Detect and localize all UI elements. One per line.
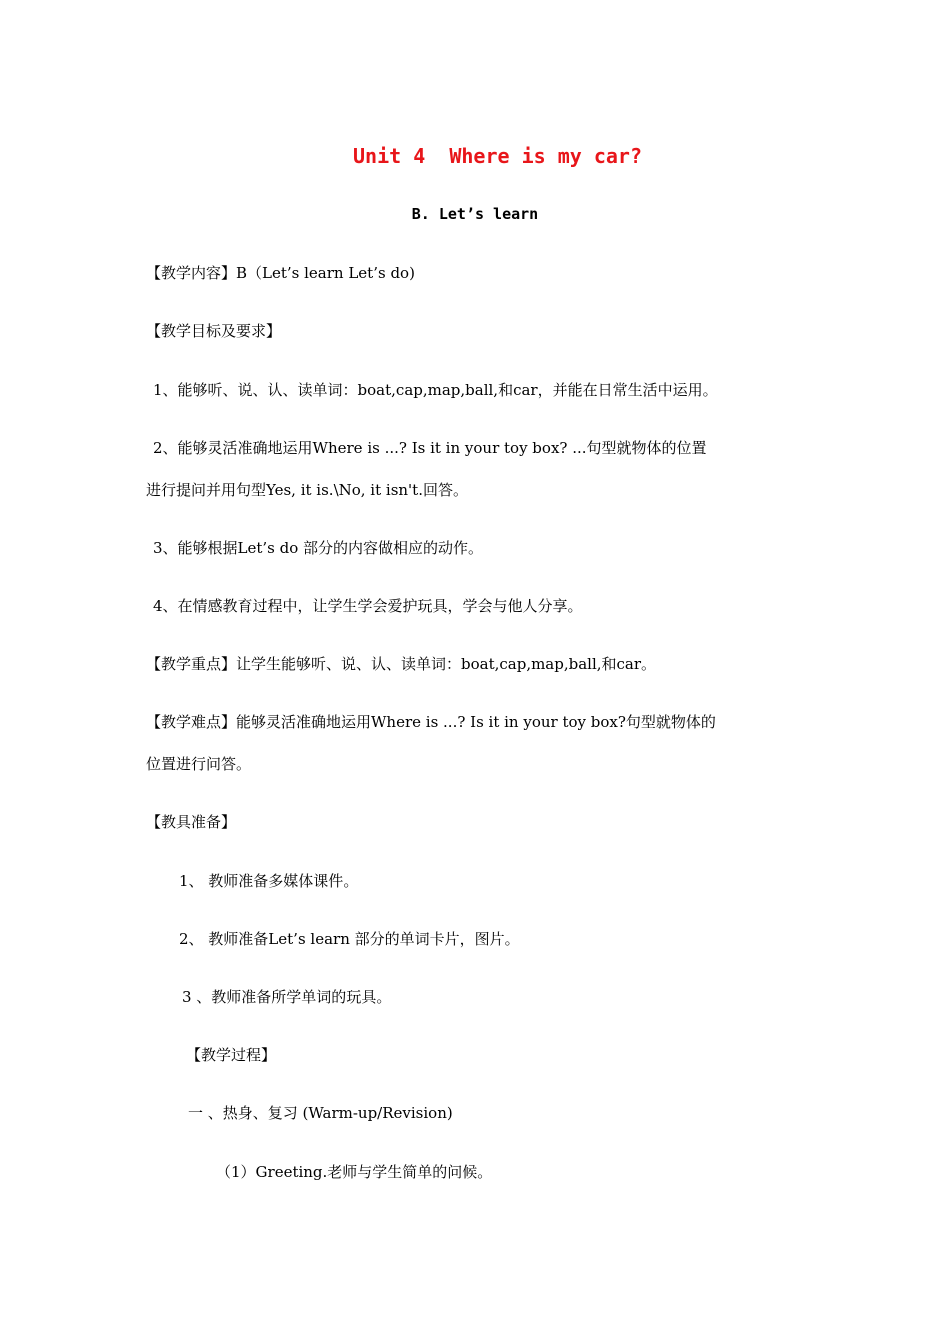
teaching-aid-item-2: 2、 教师准备Let’s learn 部分的单词卡片，图片。 <box>179 930 520 948</box>
teaching-aids-heading: 【教具准备】 <box>146 813 237 831</box>
teaching-aid-item-1: 1、 教师准备多媒体课件。 <box>179 872 359 890</box>
goal-item-3: 3、能够根据Let’s do 部分的内容做相应的动作。 <box>153 539 484 557</box>
goal-item-4: 4、在情感教育过程中，让学生学会爱护玩具，学会与他人分享。 <box>153 597 583 615</box>
teaching-goals-heading: 【教学目标及要求】 <box>146 322 282 340</box>
difficult-points-continued: 位置进行问答。 <box>146 755 252 773</box>
document-title: Unit 4 Where is my car? <box>353 144 642 168</box>
teaching-aid-item-3: 3 、教师准备所学单词的玩具。 <box>182 988 392 1006</box>
warmup-section-heading: 一 、热身、复习 (Warm-up/Revision) <box>188 1104 453 1122</box>
key-points-line: 【教学重点】让学生能够听、说、认、读单词：boat,cap,map,ball,和car。 <box>146 655 657 673</box>
goal-item-2-continued: 进行提问并用句型Yes, it is.\No, it isn't.回答。 <box>146 481 468 499</box>
document-subtitle: B. Let’s learn <box>411 205 539 223</box>
teaching-content-line: 【教学内容】B（Let’s learn Let’s do) <box>146 264 415 282</box>
goal-item-1: 1、能够听、说、认、读单词：boat,cap,map,ball,和car，并能在日常生活中运用。 <box>153 381 718 399</box>
teaching-process-heading: 【教学过程】 <box>186 1046 277 1064</box>
goal-item-2: 2、能够灵活准确地运用Where is ...? Is it in your toy box? ...句型就物体的位置 <box>153 439 707 457</box>
difficult-points-line: 【教学难点】能够灵活准确地运用Where is ...? Is it in your toy box?句型就物体的 <box>146 713 716 731</box>
greeting-step: （1）Greeting.老师与学生简单的问候。 <box>216 1163 493 1181</box>
